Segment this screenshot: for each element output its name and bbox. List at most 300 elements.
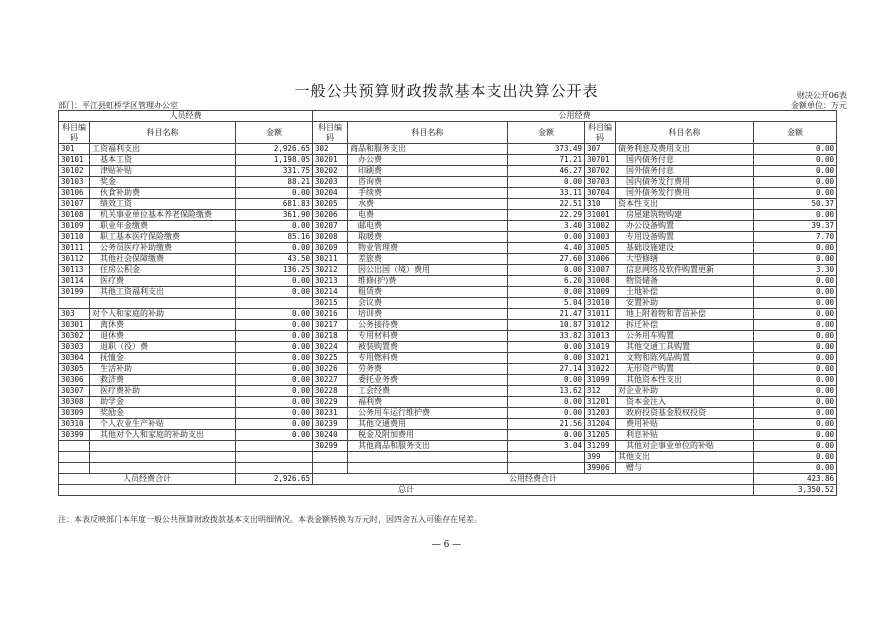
cell-code: 30308 <box>59 397 90 408</box>
cell-code: 30203 <box>313 177 348 188</box>
cell-amount: 1,198.05 <box>236 155 313 166</box>
cell-amount: 0.00 <box>754 386 837 397</box>
table-row <box>59 254 837 265</box>
form-number: 财决公开06表 <box>796 91 847 100</box>
cell-code: 30229 <box>313 397 348 408</box>
cell-code: 30309 <box>59 408 90 419</box>
cell-amount: 0.00 <box>508 287 585 298</box>
column-header-code: 科目编码 <box>585 122 616 144</box>
cell-amount: 0.00 <box>236 375 313 386</box>
cell-name: 物业管理费 <box>348 243 508 254</box>
cell-code <box>313 463 348 474</box>
cell-amount: 0.00 <box>754 309 837 320</box>
cell-code: 30111 <box>59 243 90 254</box>
cell-name: 印刷费 <box>348 166 508 177</box>
cell-code: 30704 <box>585 188 616 199</box>
cell-code: 30213 <box>313 276 348 287</box>
cell-amount <box>236 298 313 309</box>
cell-name: 住房公积金 <box>90 265 236 276</box>
cell-amount: 4.40 <box>508 243 585 254</box>
cell-code: 31022 <box>585 364 616 375</box>
cell-amount: 0.00 <box>236 386 313 397</box>
cell-amount: 0.00 <box>508 430 585 441</box>
cell-amount: 0.00 <box>236 287 313 298</box>
cell-amount: 0.00 <box>754 287 837 298</box>
cell-name: 办公设备购置 <box>616 221 754 232</box>
cell-name: 对个人和家庭的补助 <box>90 309 236 320</box>
cell-amount: 0.00 <box>754 188 837 199</box>
cell-code: 30114 <box>59 276 90 287</box>
table-row <box>59 166 837 177</box>
cell-name: 政府投资基金股权投资 <box>616 408 754 419</box>
cell-name: 因公出国（境）费用 <box>348 265 508 276</box>
cell-code: 302 <box>313 144 348 155</box>
cell-amount: 0.00 <box>754 144 837 155</box>
table-row <box>59 408 837 419</box>
cell-name: 医疗费 <box>90 276 236 287</box>
cell-code: 30702 <box>585 166 616 177</box>
cell-name <box>348 452 508 463</box>
cell-amount: 88.21 <box>236 177 313 188</box>
cell-amount: 0.00 <box>754 155 837 166</box>
cell-name: 退休费 <box>90 331 236 342</box>
cell-amount: 50.37 <box>754 199 837 210</box>
cell-amount: 39.37 <box>754 221 837 232</box>
cell-name: 其他商品和服务支出 <box>348 441 508 452</box>
cell-code: 30199 <box>59 287 90 298</box>
cell-name: 债务利息及费用支出 <box>616 144 754 155</box>
table-row <box>59 452 837 463</box>
cell-code: 30108 <box>59 210 90 221</box>
cell-amount <box>236 441 313 452</box>
cell-amount: 7.70 <box>754 232 837 243</box>
cell-amount: 0.00 <box>754 254 837 265</box>
cell-name: 其他资本性支出 <box>616 375 754 386</box>
cell-code: 30208 <box>313 232 348 243</box>
cell-name: 公务用车运行维护费 <box>348 408 508 419</box>
cell-name: 公务用车购置 <box>616 331 754 342</box>
cell-code: 307 <box>585 144 616 155</box>
cell-code <box>59 441 90 452</box>
cell-amount: 0.00 <box>508 177 585 188</box>
cell-amount: 0.00 <box>754 298 837 309</box>
cell-name: 工资福利支出 <box>90 144 236 155</box>
cell-code: 31007 <box>585 265 616 276</box>
cell-name: 邮电费 <box>348 221 508 232</box>
cell-code: 31019 <box>585 342 616 353</box>
cell-amount: 0.00 <box>754 364 837 375</box>
cell-code: 31204 <box>585 419 616 430</box>
cell-code: 30305 <box>59 364 90 375</box>
cell-name: 电费 <box>348 210 508 221</box>
cell-code: 31009 <box>585 287 616 298</box>
cell-name: 基础设施建设 <box>616 243 754 254</box>
cell-code: 31012 <box>585 320 616 331</box>
column-header-code: 科目编码 <box>59 122 90 144</box>
cell-code: 30224 <box>313 342 348 353</box>
table-row <box>59 177 837 188</box>
cell-amount: 5.04 <box>508 298 585 309</box>
cell-amount: 0.00 <box>754 331 837 342</box>
table-row <box>59 309 837 320</box>
column-header-name: 科目名称 <box>90 122 236 144</box>
cell-code: 30106 <box>59 188 90 199</box>
table-row <box>59 342 837 353</box>
cell-name: 办公费 <box>348 155 508 166</box>
table-row <box>59 375 837 386</box>
cell-amount: 0.00 <box>236 397 313 408</box>
cell-name: 工会经费 <box>348 386 508 397</box>
cell-code: 30306 <box>59 375 90 386</box>
cell-name: 国外债务付息 <box>616 166 754 177</box>
cell-name: 维修(护)费 <box>348 276 508 287</box>
cell-name: 差旅费 <box>348 254 508 265</box>
cell-name <box>90 298 236 309</box>
cell-name: 职业年金缴费 <box>90 221 236 232</box>
cell-name: 退职（役）费 <box>90 342 236 353</box>
cell-code: 30103 <box>59 177 90 188</box>
cell-amount: 0.00 <box>236 419 313 430</box>
cell-name: 租赁费 <box>348 287 508 298</box>
cell-code: 30207 <box>313 221 348 232</box>
cell-amount: 0.00 <box>236 320 313 331</box>
cell-code: 30109 <box>59 221 90 232</box>
cell-amount: 0.00 <box>754 430 837 441</box>
cell-amount: 0.00 <box>236 188 313 199</box>
cell-amount: 0.00 <box>508 232 585 243</box>
cell-name: 国外债务发行费用 <box>616 188 754 199</box>
cell-name: 房屋建筑物购建 <box>616 210 754 221</box>
cell-name: 委托业务费 <box>348 375 508 386</box>
cell-code: 30110 <box>59 232 90 243</box>
cell-code: 30701 <box>585 155 616 166</box>
cell-name <box>90 463 236 474</box>
cell-amount: 0.00 <box>236 276 313 287</box>
cell-amount: 22.29 <box>508 210 585 221</box>
table-row <box>59 221 837 232</box>
cell-amount: 33.11 <box>508 188 585 199</box>
cell-amount: 0.00 <box>754 463 837 474</box>
cell-amount: 0.00 <box>236 331 313 342</box>
cell-amount <box>236 452 313 463</box>
cell-amount: 0.00 <box>754 276 837 287</box>
cell-name: 个人农业生产补贴 <box>90 419 236 430</box>
cell-code: 30218 <box>313 331 348 342</box>
cell-name: 专用材料费 <box>348 331 508 342</box>
cell-code <box>59 463 90 474</box>
cell-code: 30227 <box>313 375 348 386</box>
cell-code: 31013 <box>585 331 616 342</box>
cell-amount: 0.00 <box>508 408 585 419</box>
cell-code: 30209 <box>313 243 348 254</box>
group-header-personnel: 人员经费 <box>59 111 313 122</box>
cell-code: 30216 <box>313 309 348 320</box>
cell-amount: 0.00 <box>754 243 837 254</box>
table-row <box>59 210 837 221</box>
cell-name <box>90 441 236 452</box>
cell-amount: 21.47 <box>508 309 585 320</box>
cell-code: 312 <box>585 386 616 397</box>
cell-code: 30205 <box>313 199 348 210</box>
table-row <box>59 386 837 397</box>
cell-amount: 681.83 <box>236 199 313 210</box>
cell-name: 助学金 <box>90 397 236 408</box>
table-row <box>59 353 837 364</box>
table-row <box>59 298 837 309</box>
cell-code: 30302 <box>59 331 90 342</box>
expenditure-table <box>58 110 837 496</box>
cell-name: 伙食补助费 <box>90 188 236 199</box>
cell-amount: 0.00 <box>508 375 585 386</box>
cell-amount: 0.00 <box>236 221 313 232</box>
table-row <box>59 441 837 452</box>
cell-name: 其他对个人和家庭的补助支出 <box>90 430 236 441</box>
cell-name: 机关事业单位基本养老保险缴费 <box>90 210 236 221</box>
table-row <box>59 155 837 166</box>
cell-code: 30301 <box>59 320 90 331</box>
cell-amount: 0.00 <box>236 309 313 320</box>
cell-code: 399 <box>585 452 616 463</box>
table-row <box>59 320 837 331</box>
cell-code: 310 <box>585 199 616 210</box>
cell-name: 公务员医疗补助缴费 <box>90 243 236 254</box>
cell-amount: 0.00 <box>754 210 837 221</box>
cell-amount: 0.00 <box>236 342 313 353</box>
table-row <box>59 243 837 254</box>
grand-total-label: 总计 <box>59 485 754 496</box>
cell-code: 30226 <box>313 364 348 375</box>
cell-code: 301 <box>59 144 90 155</box>
table-row <box>59 188 837 199</box>
cell-amount: 3.30 <box>754 265 837 276</box>
cell-name <box>90 452 236 463</box>
cell-amount: 0.00 <box>754 353 837 364</box>
cell-code: 30228 <box>313 386 348 397</box>
cell-amount: 85.16 <box>236 232 313 243</box>
cell-name: 无形资产购置 <box>616 364 754 375</box>
cell-code: 30113 <box>59 265 90 276</box>
cell-amount: 361.90 <box>236 210 313 221</box>
cell-code: 30102 <box>59 166 90 177</box>
cell-code: 30212 <box>313 265 348 276</box>
cell-name: 土地补偿 <box>616 287 754 298</box>
cell-name: 地上附着物和青苗补偿 <box>616 309 754 320</box>
cell-code: 30303 <box>59 342 90 353</box>
cell-name: 津贴补贴 <box>90 166 236 177</box>
cell-amount: 0.00 <box>236 353 313 364</box>
table-row <box>59 199 837 210</box>
cell-name: 会议费 <box>348 298 508 309</box>
table-row <box>59 287 837 298</box>
cell-name: 文物和陈列品购置 <box>616 353 754 364</box>
column-header-code: 科目编码 <box>313 122 348 144</box>
cell-name: 奖金 <box>90 177 236 188</box>
cell-name: 基本工资 <box>90 155 236 166</box>
cell-name: 抚恤金 <box>90 353 236 364</box>
table-row <box>59 463 837 474</box>
cell-amount: 0.00 <box>508 342 585 353</box>
cell-amount <box>508 452 585 463</box>
report-title: 一般公共预算财政拨款基本支出决算公开表 <box>294 82 599 100</box>
personnel-total-label: 人员经费合计 <box>59 474 236 485</box>
cell-code <box>59 298 90 309</box>
cell-amount <box>236 463 313 474</box>
cell-name: 生活补助 <box>90 364 236 375</box>
table-row <box>59 419 837 430</box>
department-label: 部门：平江县虹桥学区管理办公室 <box>58 101 178 110</box>
cell-code: 30310 <box>59 419 90 430</box>
cell-code: 30307 <box>59 386 90 397</box>
unit-label: 金额单位：万元 <box>791 101 847 110</box>
cell-code: 30201 <box>313 155 348 166</box>
cell-code: 31299 <box>585 441 616 452</box>
cell-code: 31005 <box>585 243 616 254</box>
cell-amount: 71.21 <box>508 155 585 166</box>
table-row <box>59 144 837 155</box>
page-number: — 6 — <box>431 540 462 550</box>
cell-name: 其他对企事业单位的补贴 <box>616 441 754 452</box>
cell-code: 31099 <box>585 375 616 386</box>
cell-amount: 3.40 <box>508 221 585 232</box>
cell-name: 其他社会保障缴费 <box>90 254 236 265</box>
cell-code: 30217 <box>313 320 348 331</box>
grand-total-value: 3,350.52 <box>754 485 837 496</box>
cell-code: 31003 <box>585 232 616 243</box>
column-header-amount: 金额 <box>236 122 313 144</box>
cell-name: 其他交通工具购置 <box>616 342 754 353</box>
public-total-label: 公用经费合计 <box>313 474 754 485</box>
column-header-amount: 金额 <box>754 122 837 144</box>
cell-code: 30101 <box>59 155 90 166</box>
cell-code: 30703 <box>585 177 616 188</box>
cell-code: 30214 <box>313 287 348 298</box>
cell-amount: 6.20 <box>508 276 585 287</box>
cell-amount: 0.00 <box>754 441 837 452</box>
cell-amount: 0.00 <box>754 419 837 430</box>
cell-name: 信息网络及软件购置更新 <box>616 265 754 276</box>
cell-name: 奖励金 <box>90 408 236 419</box>
cell-amount: 0.00 <box>754 452 837 463</box>
cell-amount: 22.51 <box>508 199 585 210</box>
cell-name: 对企业补助 <box>616 386 754 397</box>
cell-name: 取暖费 <box>348 232 508 243</box>
cell-amount: 0.00 <box>236 364 313 375</box>
cell-amount: 27.60 <box>508 254 585 265</box>
cell-name: 职工基本医疗保险缴费 <box>90 232 236 243</box>
cell-name <box>348 463 508 474</box>
cell-code: 31011 <box>585 309 616 320</box>
cell-amount <box>508 463 585 474</box>
cell-code: 30399 <box>59 430 90 441</box>
cell-amount: 0.00 <box>236 430 313 441</box>
cell-code: 30240 <box>313 430 348 441</box>
cell-name: 劳务费 <box>348 364 508 375</box>
personnel-total-value: 2,926.65 <box>236 474 313 485</box>
cell-code <box>313 452 348 463</box>
cell-code: 31201 <box>585 397 616 408</box>
cell-name: 大型修缮 <box>616 254 754 265</box>
cell-code: 30211 <box>313 254 348 265</box>
cell-name: 资本性支出 <box>616 199 754 210</box>
cell-code: 30299 <box>313 441 348 452</box>
cell-code: 39906 <box>585 463 616 474</box>
cell-name: 拆迁补偿 <box>616 320 754 331</box>
cell-code: 31001 <box>585 210 616 221</box>
cell-name: 培训费 <box>348 309 508 320</box>
cell-name: 其他交通费用 <box>348 419 508 430</box>
cell-code: 31008 <box>585 276 616 287</box>
column-header-name: 科目名称 <box>348 122 508 144</box>
cell-name: 专用设备购置 <box>616 232 754 243</box>
cell-amount: 0.00 <box>754 397 837 408</box>
cell-amount: 331.75 <box>236 166 313 177</box>
cell-code: 31002 <box>585 221 616 232</box>
cell-name: 其他支出 <box>616 452 754 463</box>
cell-code: 31021 <box>585 353 616 364</box>
cell-code: 30202 <box>313 166 348 177</box>
cell-amount: 0.00 <box>754 375 837 386</box>
cell-code: 30204 <box>313 188 348 199</box>
table-row <box>59 397 837 408</box>
cell-amount: 21.56 <box>508 419 585 430</box>
cell-name: 物资储备 <box>616 276 754 287</box>
column-header-amount: 金额 <box>508 122 585 144</box>
cell-code: 31006 <box>585 254 616 265</box>
cell-name: 资本金注入 <box>616 397 754 408</box>
cell-amount: 0.00 <box>754 320 837 331</box>
cell-code: 30107 <box>59 199 90 210</box>
cell-amount: 43.50 <box>236 254 313 265</box>
table-row <box>59 331 837 342</box>
public-total-value: 423.86 <box>754 474 837 485</box>
cell-amount: 0.00 <box>754 342 837 353</box>
cell-name: 被装购置费 <box>348 342 508 353</box>
cell-amount: 27.14 <box>508 364 585 375</box>
cell-amount: 0.00 <box>236 408 313 419</box>
cell-amount: 46.27 <box>508 166 585 177</box>
cell-code: 30231 <box>313 408 348 419</box>
cell-code: 30304 <box>59 353 90 364</box>
cell-amount: 2,926.65 <box>236 144 313 155</box>
cell-amount: 0.00 <box>508 397 585 408</box>
cell-name: 医疗费补助 <box>90 386 236 397</box>
table-row <box>59 265 837 276</box>
table-row <box>59 276 837 287</box>
cell-name: 利息补贴 <box>616 430 754 441</box>
cell-name: 手续费 <box>348 188 508 199</box>
column-header-name: 科目名称 <box>616 122 754 144</box>
cell-name: 专用燃料费 <box>348 353 508 364</box>
cell-amount: 0.00 <box>508 353 585 364</box>
cell-code: 30112 <box>59 254 90 265</box>
cell-name: 咨询费 <box>348 177 508 188</box>
cell-amount: 13.62 <box>508 386 585 397</box>
cell-name: 赠与 <box>616 463 754 474</box>
cell-code: 30206 <box>313 210 348 221</box>
table-row <box>59 430 837 441</box>
cell-name: 其他工资福利支出 <box>90 287 236 298</box>
group-header-public: 公用经费 <box>313 111 837 122</box>
cell-name: 水费 <box>348 199 508 210</box>
cell-amount: 373.49 <box>508 144 585 155</box>
cell-name: 国内债务付息 <box>616 155 754 166</box>
table-row <box>59 232 837 243</box>
cell-amount: 3.04 <box>508 441 585 452</box>
cell-amount: 33.82 <box>508 331 585 342</box>
cell-name: 绩效工资 <box>90 199 236 210</box>
cell-amount: 0.00 <box>754 177 837 188</box>
cell-amount: 0.00 <box>236 243 313 254</box>
